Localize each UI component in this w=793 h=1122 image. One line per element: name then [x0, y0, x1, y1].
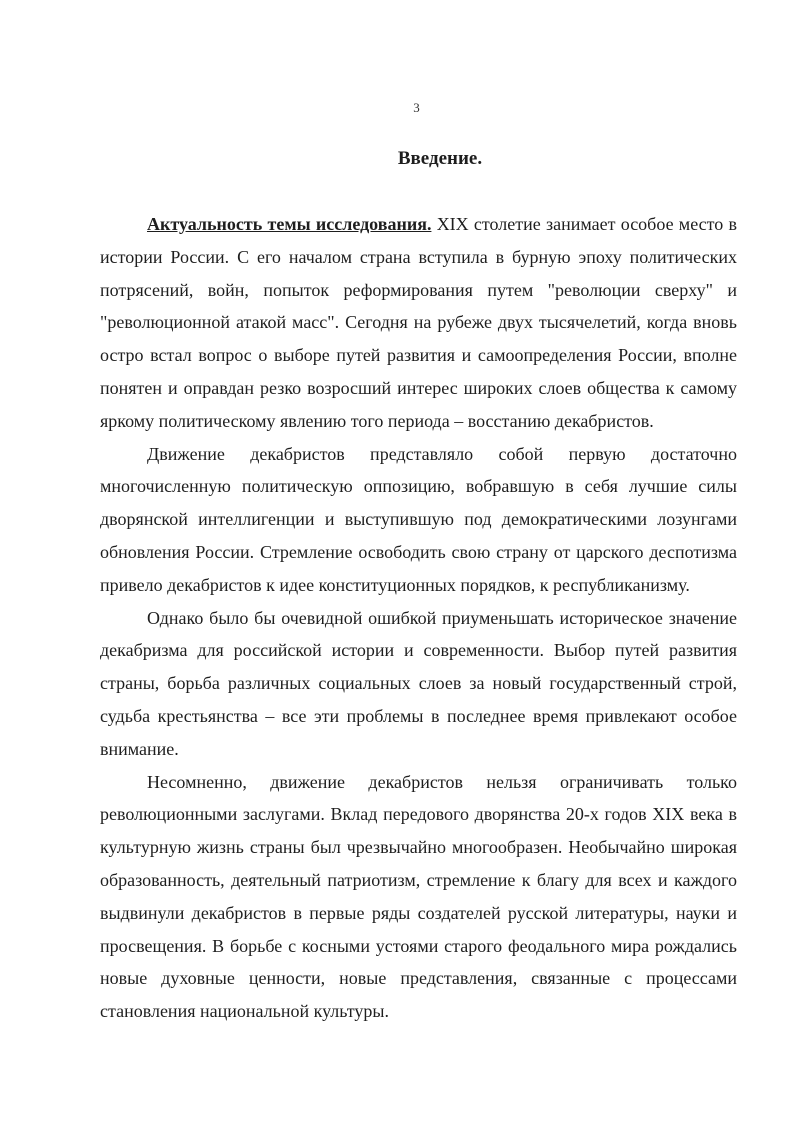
paragraph-significance: Однако было бы очевидной ошибкой приуменьшать историческое значение декабризма для российской истории и современности. Выбор путей развития страны, борьба различных социальных слоев за новый государственный строй, судьба крестьянства – все эти проблемы в последнее время привлекают особое внимание.	[100, 607, 737, 759]
section-heading-relevance: Актуальность темы исследования.	[147, 214, 432, 234]
paragraph-culture: Несомненно, движение декабристов нельзя ограничивать только революционными заслугами. Вклад передового дворянства 20-х годов XIX века в культурную жизнь страны был чрезвычайно многообразен. Необычайно широкая образованность, деятельный патриотизм, стремление к благу для всех и каждого выдвинули декабристов в первые ряды создателей русской литературы, науки и просвещения. В борьбе с косными устоями старого феодального мира рождались новые духовные ценности, новые представления, связанные с процессами становления национальной культуры.	[100, 771, 737, 1022]
page-number: 3	[413, 100, 420, 115]
paragraph-opposition: Движение декабристов представляло собой первую достаточно многочисленную политическую оппозицию, вобравшую в себя лучшие силы дворянской интеллигенции и выступившую под демократическими лозунгами обновления России. Стремление освободить свою страну от царского деспотизма привело декабристов к идее конституционных порядков, к республиканизму.	[100, 443, 737, 595]
page-title: Введение.	[397, 148, 483, 169]
paragraph-relevance-text: XIX столетие занимает особое место в истории России. С его началом страна вступила в бурную эпоху политических потрясений, войн, попыток реформирования путем "революции сверху" и "революционной атакой масс". Сегодня на рубеже двух тысячелетий, когда вновь остро встал вопрос о выборе путей развития и самоопределения России, вполне понятен и оправдан резко возросший интерес широких слоев общества к самому яркому политическому явлению того периода – восстанию декабристов.	[100, 214, 737, 431]
paragraph-relevance	[100, 208, 737, 438]
body-text	[100, 208, 737, 1028]
